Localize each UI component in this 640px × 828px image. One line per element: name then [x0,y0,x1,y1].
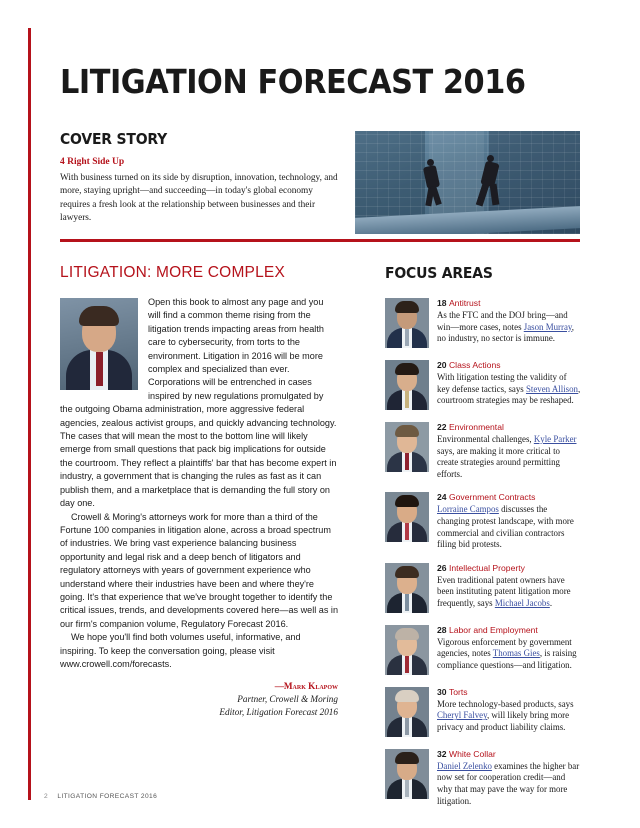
cover-story-item-line [60,156,345,169]
focus-area-body-after: , will likely bring more privacy and product liability claims. [437,710,570,732]
focus-area-person-link[interactable]: Lorraine Campos [437,504,499,515]
left-paragraph: We hope you'll find both volumes useful, informative, and inspiring. To keep the conversation going, please visit www.crowell.com/forecasts. [60,632,301,669]
focus-area-heading [437,422,581,432]
focus-area-item[interactable] [385,749,581,807]
portrait-tie [405,391,409,408]
photo-figure-right [467,155,515,209]
focus-area-text [437,749,581,807]
focus-area-text [437,298,581,348]
cover-story-item-title: Right Side Up [67,157,125,167]
focus-area-heading [437,563,581,573]
signature-name: —Mark Klapow [274,681,338,692]
footer-text: LITIGATION FORECAST 2016 [57,793,158,800]
focus-area-page-number: 32 [437,748,449,759]
red-divider [60,239,580,242]
focus-area-body-before: As the FTC and the DOJ bring—and win—more cases, notes [437,310,568,332]
focus-area-body [437,699,581,734]
focus-area-portrait [385,360,429,410]
focus-area-body [437,504,581,550]
portrait-tie [405,453,409,470]
portrait-hair [395,363,419,375]
focus-area-title: Antitrust [448,298,481,308]
focus-area-page-number: 20 [437,360,449,370]
focus-area-person-link[interactable]: Kyle Parker [533,434,577,444]
figure-leg [430,186,442,206]
focus-area-heading [437,687,581,697]
cover-photo [355,131,580,234]
focus-area-person-link[interactable]: Steven Allison [525,383,578,394]
focus-area-body [437,434,581,480]
focus-area-title: Intellectual Property [448,562,525,573]
portrait-hair [395,628,419,640]
focus-area-page-number: 18 [437,298,449,308]
left-paragraph: Open this book to almost any page and you will find a common theme rising from the litigation trends impacting areas from health care to cybersecurity, from torts to the environment. Litigation in 2016 will be more complex and specialized than ever. Corporations will be entrenched in cases inspired by new regulations promulgated by the outgoing Obama administration, more aggressive federal agencies, zealous activist groups, and quickly advancing technology. The cases that will mean the most to the bottom line will likely emerge from small questions that pack big implications for outside the courtroom. They reflect a plaintiffs' bar that has become expert in industry, a government that is changing the rules as fast as it can publish them, and a marketplace that is demanding the full story on day one. [60,297,337,509]
editor-headshot [60,298,138,390]
footer-page-number: 2 [44,793,49,800]
focus-area-page-number: 22 [437,422,449,432]
portrait-hair [395,495,419,507]
focus-area-body [437,575,581,610]
focus-area-page-number: 26 [437,562,449,573]
focus-area-body-after: , is raising compliance questions—and litigation. [437,648,577,670]
portrait-hair [395,566,419,578]
figure-leg [476,183,489,206]
focus-area-body-after: says, are making it more critical to create strategies around permitting efforts. [437,445,560,479]
focus-area-text [437,563,581,613]
focus-areas-title: FOCUS AREAS [385,264,493,282]
portrait-tie [405,656,409,673]
left-column [60,264,338,719]
figure-leg [490,184,500,206]
cover-story-page-number: 4 [60,157,65,167]
portrait-tie [405,523,409,540]
focus-area-body-before: More technology-based products, says [437,698,574,709]
portrait-tie [405,594,409,611]
focus-area-heading [437,749,581,759]
focus-area-body-after: examines the higher bar now set for cooperation credit—and why that may pave the way for more litigation. [437,760,580,806]
focus-area-text [437,422,581,480]
focus-area-heading [437,360,581,370]
page-footer [44,793,157,800]
cover-story-heading: COVER STORY [60,130,168,148]
focus-area-title: Class Actions [448,360,501,370]
focus-area-item[interactable] [385,360,581,410]
focus-area-text [437,360,581,410]
focus-area-title: Labor and Employment [448,624,538,635]
focus-area-page-number: 28 [437,624,449,635]
portrait-tie [405,780,409,797]
focus-area-title: Torts [448,686,468,697]
focus-area-body-before: Vigorous enforcement by government agencies, notes [437,636,572,659]
left-paragraph: Crowell & Moring's attorneys work for more than a third of the Fortune 100 companies in litigation alone, across a broad spectrum of industries. We bring vast experience balancing business opportunity and legal risk and a deep bench of litigators and regulatory attorneys with years of government experience who understand where their industries have been and where they're going. It's that experience that we've brought together to identify the critical issues, trends, and developments covered here—as well as in our firm's companion volume, Regulatory Forecast 2016. [60,511,338,629]
focus-area-title: Environmental [448,422,504,432]
focus-area-page-number: 30 [437,686,449,697]
portrait-hair [395,690,419,702]
focus-area-text [437,492,581,550]
focus-area-person-link[interactable]: Daniel Zelenko [437,760,492,771]
focus-area-body-after: , courtroom strategies may be reshaped. [437,383,581,406]
left-red-rule [28,28,31,800]
focus-area-body [437,372,581,407]
focus-area-portrait [385,625,429,675]
portrait-tie [405,329,409,346]
focus-area-item[interactable] [385,625,581,675]
focus-area-body [437,310,581,345]
focus-areas-column [385,264,581,819]
focus-area-title: Government Contracts [448,492,536,503]
focus-area-portrait [385,687,429,737]
focus-area-person-link[interactable]: Michael Jacobs [494,597,550,608]
focus-areas-list [385,298,581,807]
focus-area-body-after: discusses the changing protest landscape, with more commercial and civilian contractors filing bid protests. [437,504,574,550]
focus-area-item[interactable] [385,492,581,550]
focus-area-text [437,625,581,675]
focus-area-body-before: With litigation testing the validity of key defense tactics, says [437,372,567,394]
cover-story-body: With business turned on its side by disruption, innovation, technology, and more, staying upright—and succeeding—in today's global economy requires a fresh look at the relationship between businesses and their lawyers. [60,173,338,223]
focus-area-text [437,687,581,737]
focus-area-page-number: 24 [437,492,449,503]
focus-area-portrait [385,422,429,472]
focus-area-portrait [385,298,429,348]
focus-area-portrait [385,492,429,542]
focus-area-body-after: , no industry, no sector is immune. [437,321,574,344]
focus-area-person-link[interactable]: Cheryl Falvey [437,710,487,721]
focus-area-body-before: Even traditional patent owners have been instituting patent litigation more frequently, says [437,574,571,608]
cover-story-block [60,130,345,225]
portrait-hair [395,752,419,764]
signature-title: Editor, Litigation Forecast 2016 [219,707,338,718]
page-title: LITIGATION FORECAST 2016 [60,62,526,101]
focus-area-item[interactable] [385,563,581,613]
focus-area-body-after: . [549,597,553,608]
portrait-hair [395,425,419,437]
focus-area-heading [437,492,581,502]
focus-area-body [437,761,581,807]
editor-signature [60,680,338,719]
headshot-hair [79,306,119,326]
focus-area-item[interactable] [385,422,581,480]
focus-area-portrait [385,563,429,613]
focus-area-item[interactable] [385,298,581,348]
focus-area-portrait [385,749,429,799]
focus-area-heading [437,298,581,308]
focus-area-person-link[interactable]: Jason Murray [523,321,572,332]
focus-area-body [437,637,581,672]
headshot-tie [96,352,103,386]
focus-area-item[interactable] [385,687,581,737]
portrait-hair [395,301,419,313]
focus-area-person-link[interactable]: Thomas Gies [492,648,540,659]
photo-figure-left [421,159,455,207]
focus-area-title: White Collar [448,748,496,759]
focus-area-body-before: Environmental challenges, [437,434,534,444]
signature-role: Partner, Crowell & Moring [237,694,338,705]
focus-area-heading [437,625,581,635]
portrait-tie [405,718,409,735]
left-section-title: LITIGATION: MORE COMPLEX [60,264,285,281]
